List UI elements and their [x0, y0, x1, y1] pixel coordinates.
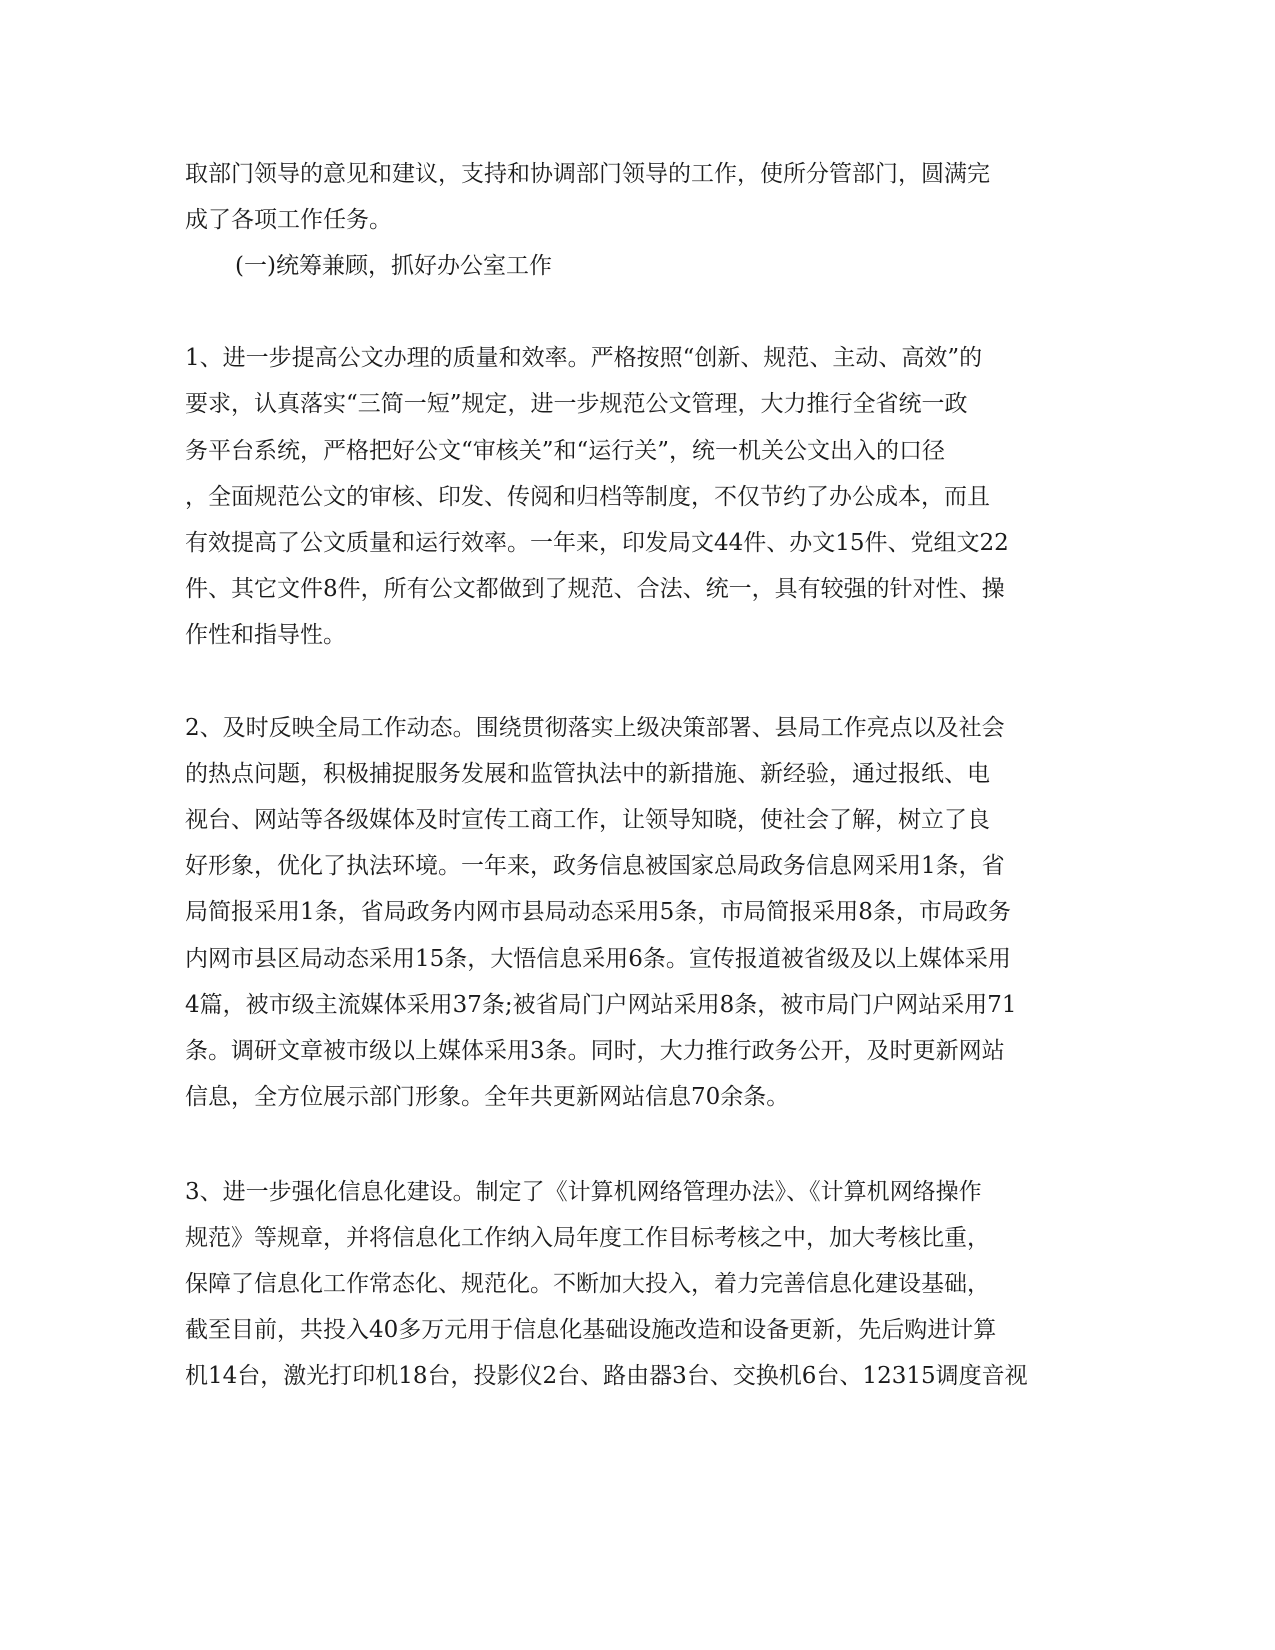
para2-line-5: 局简报采用1条，省局政务内网市县局动态采用5条，市局简报采用8条，市局政务 [185, 899, 1011, 925]
para2-line-4: 好形象，优化了执法环境。一年来，政务信息被国家总局政务信息网采用1条，省 [185, 853, 1005, 879]
intro-line-1: 取部门领导的意见和建议，支持和协调部门领导的工作，使所分管部门，圆满完 [185, 161, 990, 187]
para3-line-1: 3、进一步强化信息化建设。制定了《计算机网络管理办法》、《计算机网络操作 [185, 1179, 982, 1205]
para3-line-2: 规范》等规章，并将信息化工作纳入局年度工作目标考核之中，加大考核比重， [185, 1225, 990, 1251]
section-heading: (一)统筹兼顾，抓好办公室工作 [235, 253, 552, 279]
para2-line-7: 4篇，被市级主流媒体采用37条;被省局门户网站采用8条，被市局门户网站采用71 [185, 992, 1017, 1018]
intro-line-2: 成了各项工作任务。 [185, 207, 392, 233]
para3-line-3: 保障了信息化工作常态化、规范化。不断加大投入，着力完善信息化建设基础， [185, 1271, 990, 1297]
para1-line-1: 1、进一步提高公文办理的质量和效率。严格按照“创新、规范、主动、高效”的 [185, 345, 983, 371]
para2-line-8: 条。调研文章被市级以上媒体采用3条。同时，大力推行政务公开，及时更新网站 [185, 1038, 1005, 1064]
para3-line-5: 机14台，激光打印机18台，投影仪2台、路由器3台、交换机6台、12315调度音视 [185, 1363, 1028, 1389]
para3-line-4: 截至目前，共投入40多万元用于信息化基础设施改造和设备更新，先后购进计算 [185, 1317, 997, 1343]
para2-line-3: 视台、网站等各级媒体及时宣传工商工作，让领导知晓，使社会了解，树立了良 [185, 807, 990, 833]
para1-line-4: ，全面规范公文的审核、印发、传阅和归档等制度，不仅节约了办公成本，而且 [185, 484, 990, 510]
para1-line-3: 务平台系统，严格把好公文“审核关”和“运行关”，统一机关公文出入的口径 [185, 438, 946, 464]
para2-line-9: 信息，全方位展示部门形象。全年共更新网站信息70余条。 [185, 1084, 790, 1110]
para2-line-2: 的热点问题，积极捕捉服务发展和监管执法中的新措施、新经验，通过报纸、电 [185, 761, 990, 787]
para1-line-5: 有效提高了公文质量和运行效率。一年来，印发局文44件、办文15件、党组文22 [185, 530, 1009, 556]
para1-line-6: 件、其它文件8件，所有公文都做到了规范、合法、统一，具有较强的针对性、操 [185, 576, 1005, 602]
para1-line-7: 作性和指导性。 [185, 622, 346, 648]
para1-line-2: 要求，认真落实“三简一短”规定，进一步规范公文管理，大力推行全省统一政 [185, 391, 968, 417]
para2-line-1: 2、及时反映全局工作动态。围绕贯彻落实上级决策部署、县局工作亮点以及社会 [185, 715, 1005, 741]
para2-line-6: 内网市县区局动态采用15条，大悟信息采用6条。宣传报道被省级及以上媒体采用 [185, 946, 1011, 972]
